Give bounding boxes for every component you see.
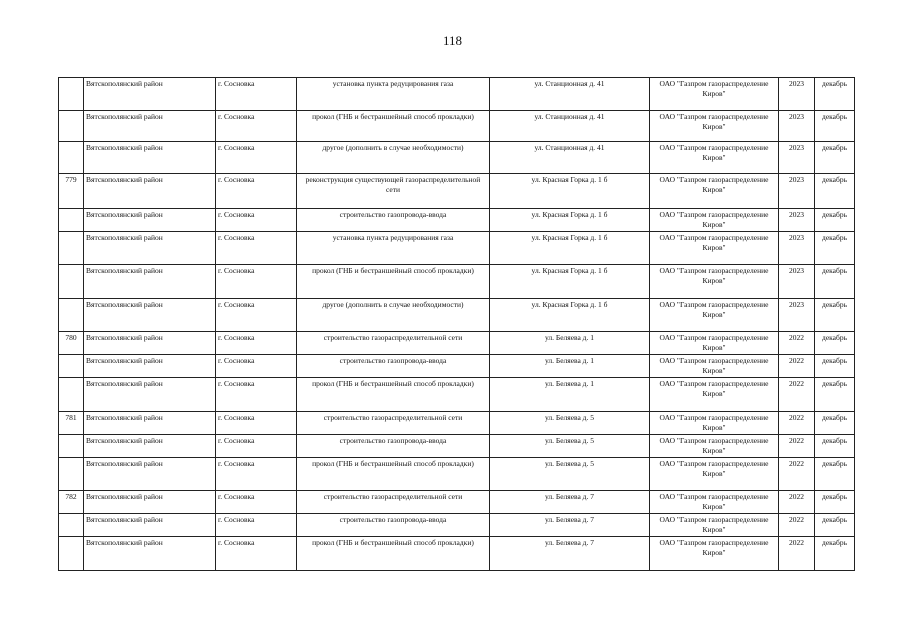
organization-cell: ОАО "Газпром газораспределение Киров" — [650, 232, 779, 265]
row-number-cell — [59, 378, 84, 412]
work-type-cell: установка пункта редуцирования газа — [297, 78, 490, 111]
work-type-cell: прокол (ГНБ и бестраншейный способ прокладки) — [297, 111, 490, 142]
month-cell: декабрь — [815, 412, 855, 435]
district-cell: Вятскополянский район — [84, 514, 216, 537]
month-cell: декабрь — [815, 232, 855, 265]
district-cell: Вятскополянский район — [84, 458, 216, 491]
address-cell: ул. Беляева д. 1 — [490, 355, 650, 378]
district-cell: Вятскополянский район — [84, 78, 216, 111]
organization-cell: ОАО "Газпром газораспределение Киров" — [650, 355, 779, 378]
table-row — [59, 435, 855, 458]
district-cell: Вятскополянский район — [84, 142, 216, 174]
city-cell: г. Сосновка — [216, 232, 297, 265]
work-type-cell: реконструкция существующей газораспределительной сети — [297, 174, 490, 209]
row-number-cell — [59, 514, 84, 537]
month-cell: декабрь — [815, 491, 855, 514]
organization-cell: ОАО "Газпром газораспределение Киров" — [650, 174, 779, 209]
row-number-cell: 782 — [59, 491, 84, 514]
district-cell: Вятскополянский район — [84, 435, 216, 458]
table-row — [59, 412, 855, 435]
city-cell: г. Сосновка — [216, 111, 297, 142]
city-cell: г. Сосновка — [216, 458, 297, 491]
city-cell: г. Сосновка — [216, 209, 297, 232]
schedule-table — [58, 77, 855, 571]
work-type-cell: строительство газопровода-ввода — [297, 355, 490, 378]
month-cell: декабрь — [815, 355, 855, 378]
work-type-cell: строительство газораспределительной сети — [297, 491, 490, 514]
table-row — [59, 514, 855, 537]
city-cell: г. Сосновка — [216, 491, 297, 514]
table-row — [59, 458, 855, 491]
organization-cell: ОАО "Газпром газораспределение Киров" — [650, 78, 779, 111]
year-cell: 2023 — [779, 174, 815, 209]
month-cell: декабрь — [815, 209, 855, 232]
organization-cell: ОАО "Газпром газораспределение Киров" — [650, 111, 779, 142]
row-number-cell — [59, 232, 84, 265]
work-type-cell: строительство газораспределительной сети — [297, 412, 490, 435]
table-row — [59, 355, 855, 378]
year-cell: 2023 — [779, 299, 815, 332]
year-cell: 2022 — [779, 378, 815, 412]
city-cell: г. Сосновка — [216, 378, 297, 412]
work-type-cell: строительство газопровода-ввода — [297, 209, 490, 232]
city-cell: г. Сосновка — [216, 514, 297, 537]
district-cell: Вятскополянский район — [84, 355, 216, 378]
organization-cell: ОАО "Газпром газораспределение Киров" — [650, 537, 779, 571]
row-number-cell — [59, 111, 84, 142]
work-type-cell: другое (дополнить в случае необходимости) — [297, 142, 490, 174]
address-cell: ул. Беляева д. 1 — [490, 332, 650, 355]
year-cell: 2023 — [779, 78, 815, 111]
year-cell: 2022 — [779, 458, 815, 491]
row-number-cell — [59, 142, 84, 174]
work-type-cell: строительство газопровода-ввода — [297, 435, 490, 458]
table-row — [59, 378, 855, 412]
month-cell: декабрь — [815, 435, 855, 458]
district-cell: Вятскополянский район — [84, 232, 216, 265]
work-type-cell: строительство газораспределительной сети — [297, 332, 490, 355]
work-type-cell: прокол (ГНБ и бестраншейный способ прокладки) — [297, 265, 490, 299]
month-cell: декабрь — [815, 332, 855, 355]
month-cell: декабрь — [815, 142, 855, 174]
district-cell: Вятскополянский район — [84, 209, 216, 232]
work-type-cell: прокол (ГНБ и бестраншейный способ прокладки) — [297, 378, 490, 412]
address-cell: ул. Беляева д. 5 — [490, 458, 650, 491]
year-cell: 2023 — [779, 111, 815, 142]
month-cell: декабрь — [815, 78, 855, 111]
city-cell: г. Сосновка — [216, 174, 297, 209]
address-cell: ул. Станционная д. 41 — [490, 78, 650, 111]
district-cell: Вятскополянский район — [84, 332, 216, 355]
district-cell: Вятскополянский район — [84, 174, 216, 209]
organization-cell: ОАО "Газпром газораспределение Киров" — [650, 435, 779, 458]
address-cell: ул. Беляева д. 1 — [490, 378, 650, 412]
year-cell: 2022 — [779, 332, 815, 355]
year-cell: 2023 — [779, 142, 815, 174]
organization-cell: ОАО "Газпром газораспределение Киров" — [650, 412, 779, 435]
month-cell: декабрь — [815, 458, 855, 491]
month-cell: декабрь — [815, 299, 855, 332]
table-row — [59, 299, 855, 332]
district-cell: Вятскополянский район — [84, 378, 216, 412]
organization-cell: ОАО "Газпром газораспределение Киров" — [650, 378, 779, 412]
address-cell: ул. Станционная д. 41 — [490, 142, 650, 174]
year-cell: 2022 — [779, 537, 815, 571]
district-cell: Вятскополянский район — [84, 265, 216, 299]
district-cell: Вятскополянский район — [84, 299, 216, 332]
organization-cell: ОАО "Газпром газораспределение Киров" — [650, 265, 779, 299]
table-row — [59, 332, 855, 355]
district-cell: Вятскополянский район — [84, 111, 216, 142]
row-number-cell — [59, 265, 84, 299]
address-cell: ул. Беляева д. 7 — [490, 537, 650, 571]
organization-cell: ОАО "Газпром газораспределение Киров" — [650, 142, 779, 174]
table-body — [59, 78, 855, 571]
row-number-cell: 780 — [59, 332, 84, 355]
city-cell: г. Сосновка — [216, 537, 297, 571]
organization-cell: ОАО "Газпром газораспределение Киров" — [650, 299, 779, 332]
year-cell: 2022 — [779, 514, 815, 537]
month-cell: декабрь — [815, 265, 855, 299]
city-cell: г. Сосновка — [216, 435, 297, 458]
address-cell: ул. Станционная д. 41 — [490, 111, 650, 142]
city-cell: г. Сосновка — [216, 355, 297, 378]
year-cell: 2023 — [779, 209, 815, 232]
table-row — [59, 232, 855, 265]
work-type-cell: установка пункта редуцирования газа — [297, 232, 490, 265]
city-cell: г. Сосновка — [216, 142, 297, 174]
row-number-cell — [59, 355, 84, 378]
address-cell: ул. Беляева д. 7 — [490, 514, 650, 537]
year-cell: 2023 — [779, 265, 815, 299]
row-number-cell — [59, 435, 84, 458]
table-row — [59, 537, 855, 571]
organization-cell: ОАО "Газпром газораспределение Киров" — [650, 491, 779, 514]
table-row — [59, 209, 855, 232]
row-number-cell — [59, 299, 84, 332]
row-number-cell: 779 — [59, 174, 84, 209]
work-type-cell: прокол (ГНБ и бестраншейный способ прокладки) — [297, 537, 490, 571]
table-row — [59, 111, 855, 142]
row-number-cell — [59, 537, 84, 571]
table-row — [59, 174, 855, 209]
organization-cell: ОАО "Газпром газораспределение Киров" — [650, 209, 779, 232]
month-cell: декабрь — [815, 174, 855, 209]
address-cell: ул. Беляева д. 5 — [490, 412, 650, 435]
month-cell: декабрь — [815, 514, 855, 537]
month-cell: декабрь — [815, 537, 855, 571]
row-number-cell — [59, 458, 84, 491]
address-cell: ул. Беляева д. 7 — [490, 491, 650, 514]
city-cell: г. Сосновка — [216, 332, 297, 355]
year-cell: 2023 — [779, 232, 815, 265]
table-row — [59, 142, 855, 174]
work-type-cell: другое (дополнить в случае необходимости) — [297, 299, 490, 332]
address-cell: ул. Красная Горка д. 1 б — [490, 174, 650, 209]
address-cell: ул. Красная Горка д. 1 б — [490, 265, 650, 299]
city-cell: г. Сосновка — [216, 412, 297, 435]
year-cell: 2022 — [779, 412, 815, 435]
address-cell: ул. Красная Горка д. 1 б — [490, 232, 650, 265]
city-cell: г. Сосновка — [216, 78, 297, 111]
month-cell: декабрь — [815, 378, 855, 412]
organization-cell: ОАО "Газпром газораспределение Киров" — [650, 458, 779, 491]
table-row — [59, 78, 855, 111]
year-cell: 2022 — [779, 435, 815, 458]
year-cell: 2022 — [779, 491, 815, 514]
address-cell: ул. Беляева д. 5 — [490, 435, 650, 458]
row-number-cell — [59, 78, 84, 111]
city-cell: г. Сосновка — [216, 265, 297, 299]
year-cell: 2022 — [779, 355, 815, 378]
organization-cell: ОАО "Газпром газораспределение Киров" — [650, 514, 779, 537]
district-cell: Вятскополянский район — [84, 537, 216, 571]
district-cell: Вятскополянский район — [84, 491, 216, 514]
district-cell: Вятскополянский район — [84, 412, 216, 435]
address-cell: ул. Красная Горка д. 1 б — [490, 209, 650, 232]
city-cell: г. Сосновка — [216, 299, 297, 332]
table-row — [59, 491, 855, 514]
page-number: 118 — [442, 33, 463, 48]
row-number-cell: 781 — [59, 412, 84, 435]
month-cell: декабрь — [815, 111, 855, 142]
work-type-cell: строительство газопровода-ввода — [297, 514, 490, 537]
work-type-cell: прокол (ГНБ и бестраншейный способ прокладки) — [297, 458, 490, 491]
table-row — [59, 265, 855, 299]
row-number-cell — [59, 209, 84, 232]
organization-cell: ОАО "Газпром газораспределение Киров" — [650, 332, 779, 355]
address-cell: ул. Красная Горка д. 1 б — [490, 299, 650, 332]
